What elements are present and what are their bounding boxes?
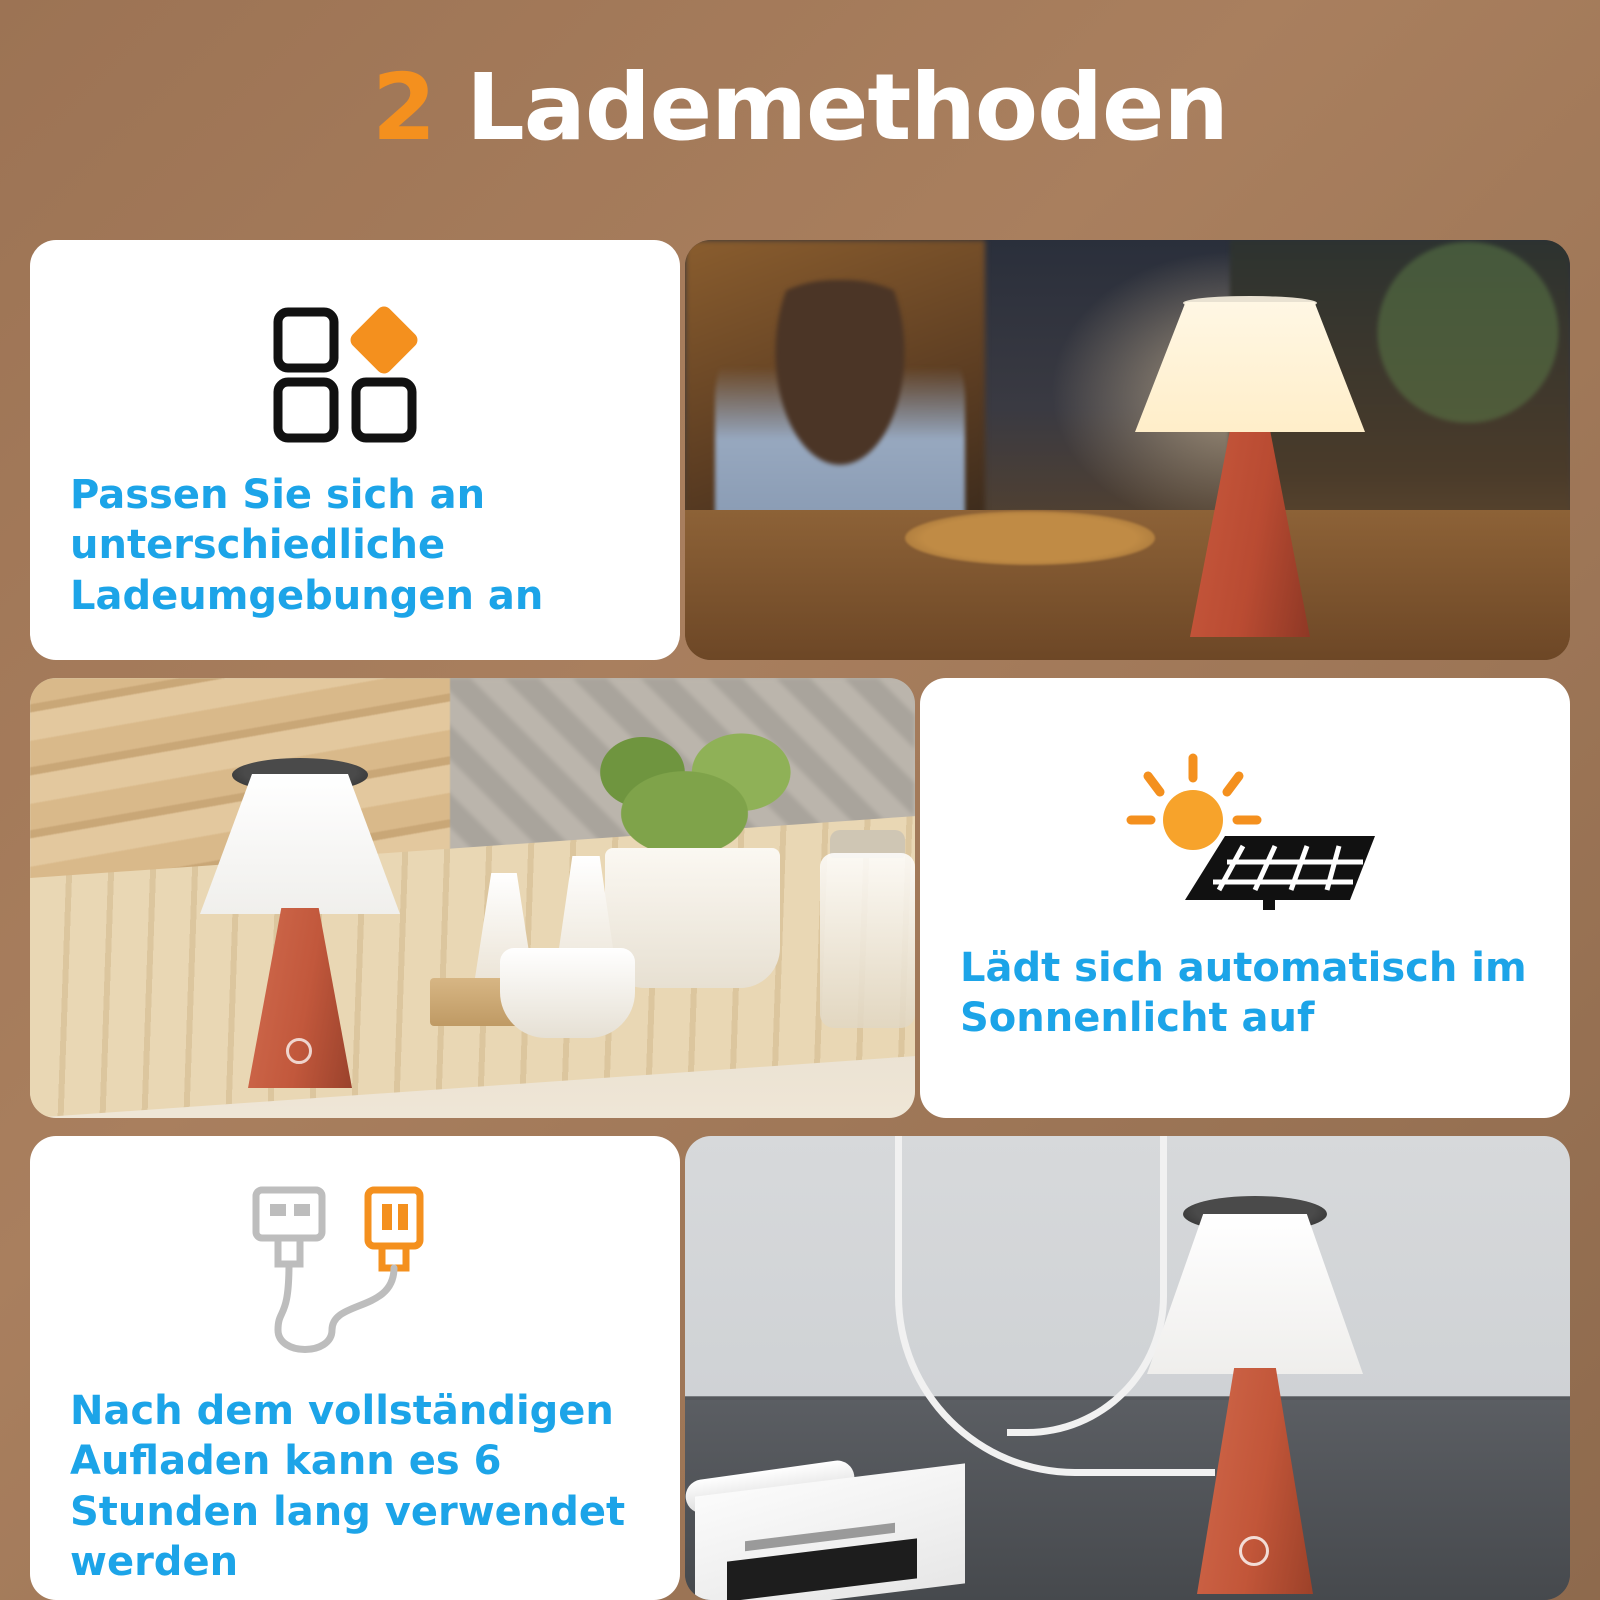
feature-text-usb-charging: Nach dem vollständigen Aufladen kann es 6 Stunden lang verwendet werden — [70, 1388, 626, 1586]
feature-row-1 — [0, 240, 1600, 660]
lamp-power-button — [286, 1038, 312, 1064]
photo-herb-plant — [590, 698, 800, 863]
title-text: Lademethoden — [435, 54, 1228, 161]
feature-text-adaptive-charging: Passen Sie sich an unterschiedliche Ladeumgebungen an — [70, 472, 544, 619]
lamp-base — [1190, 432, 1310, 637]
feature-card-usb-charging — [30, 1136, 680, 1600]
feature-row-3 — [0, 1136, 1600, 1600]
title-number: 2 — [372, 54, 436, 161]
photo-food-plate — [905, 511, 1155, 565]
usb-cable-icon — [30, 1180, 680, 1370]
lamp-shade — [1147, 1214, 1363, 1374]
lamp-power-button — [1239, 1536, 1269, 1566]
feature-text-solar-charging: Lädt sich automatisch im Sonnenlicht auf — [960, 945, 1527, 1042]
photo-sugar-jar — [820, 853, 915, 1028]
product-lamp-warm — [1135, 302, 1365, 642]
page-title — [372, 54, 1228, 161]
feature-row-2 — [0, 678, 1600, 1118]
feature-card-solar-charging — [920, 678, 1570, 1118]
product-lamp-charging — [1125, 1196, 1385, 1596]
solar-panel-sun-icon — [920, 750, 1570, 910]
photo-outdoor-bench-lamp — [30, 678, 915, 1118]
photo-usb-charging-lamp — [685, 1136, 1570, 1600]
feature-card-adaptive-charging — [30, 240, 680, 660]
squares-diamond-icon — [30, 304, 680, 444]
photo-bowl — [500, 948, 635, 1038]
photo-restaurant-table-lamp — [685, 240, 1570, 660]
header-bar — [0, 0, 1600, 215]
lamp-shade — [1135, 302, 1365, 432]
lamp-shade — [200, 774, 400, 914]
product-lamp-solar — [180, 758, 420, 1078]
